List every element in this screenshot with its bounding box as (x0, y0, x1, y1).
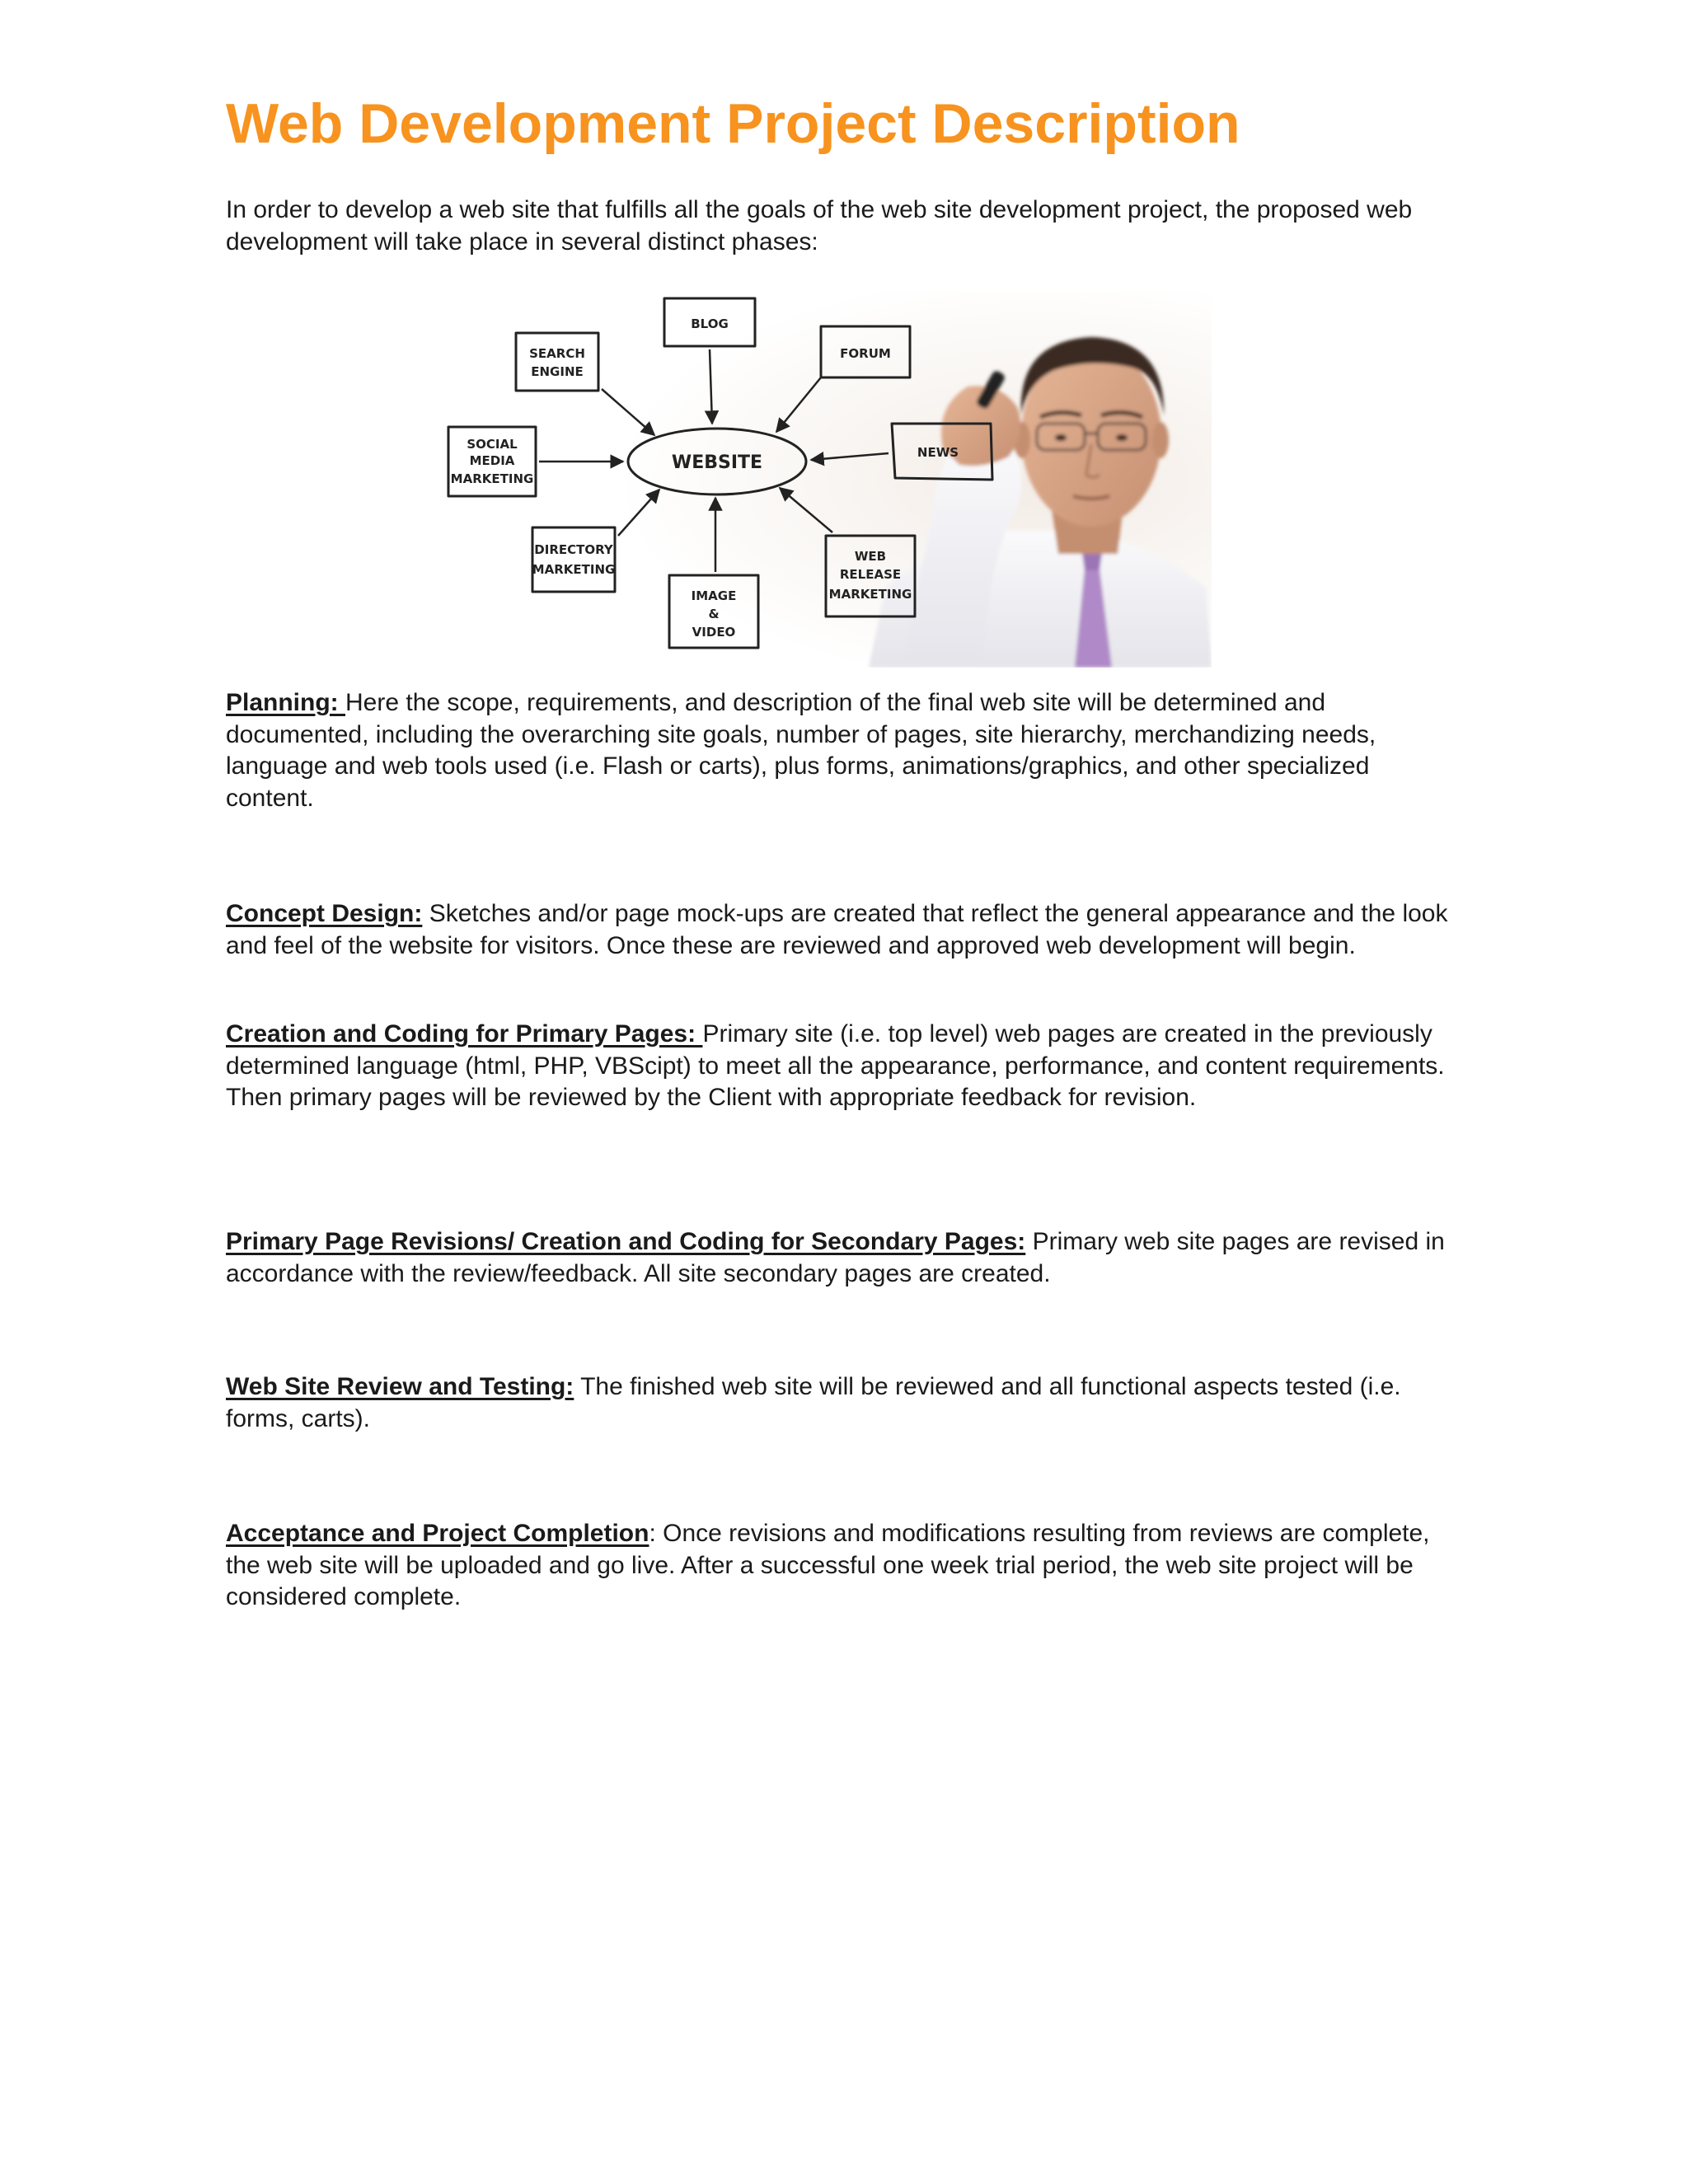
acceptance-heading: Acceptance and Project Completion (226, 1520, 649, 1547)
intro-paragraph: In order to develop a web site that fulfills all the goals of the web site development project, the proposed web development will take place in several distinct phases: (226, 196, 1413, 255)
release-label-3: MARKETING (828, 587, 912, 602)
creation-coding-heading: Creation and Coding for Primary Pages: (226, 1020, 703, 1047)
search-label-2: ENGINE (531, 364, 584, 379)
acceptance-section (226, 1518, 1462, 1614)
website-label: WEBSITE (671, 452, 763, 473)
review-testing-section (226, 1371, 1462, 1435)
social-label-1: SOCIAL (467, 437, 518, 452)
creation-coding-section (226, 1019, 1462, 1114)
release-label-1: WEB (854, 549, 887, 564)
social-label-3: MARKETING (450, 471, 534, 486)
revisions-section (226, 1226, 1462, 1290)
review-testing-heading: Web Site Review and Testing: (226, 1373, 574, 1400)
news-label: NEWS (917, 445, 959, 460)
revisions-heading: Primary Page Revisions/ Creation and Coding for Secondary Pages: (226, 1228, 1026, 1255)
image-label-1: IMAGE (691, 588, 737, 603)
review-testing-body: The finished web site will be reviewed and all functional aspects tested (i.e. forms, carts). (226, 1373, 1401, 1432)
directory-label-2: MARKETING (532, 562, 616, 577)
acceptance-body: : Once revisions and modifications resulting from reviews are complete, the web site will be uploaded and go live. After a successful one week trial period, the web site project will be considered complete. (226, 1520, 1430, 1610)
website-diagram (440, 292, 1212, 668)
planning-section (226, 687, 1462, 814)
concept-design-section (226, 898, 1462, 962)
image-label-3: VIDEO (692, 625, 736, 640)
directory-label-1: DIRECTORY (534, 542, 613, 557)
planning-heading: Planning: (226, 689, 345, 716)
planning-body: Here the scope, requirements, and description of the final web site will be determined and documented, including the overarching site goals, number of pages, site hierarchy, merchandizing needs, language and web tools used (i.e. Flash or carts), plus forms, animations/graphics, and other specialized content. (226, 689, 1376, 812)
search-label-1: SEARCH (529, 346, 585, 361)
forum-label: FORUM (840, 346, 891, 361)
concept-design-heading: Concept Design: (226, 900, 423, 927)
page-title: Web Development Project Description (226, 92, 1240, 155)
concept-design-body: Sketches and/or page mock-ups are created that reflect the general appearance and the look and feel of the website for visitors. Once these are reviewed and approved web development will begin. (226, 900, 1448, 959)
creation-coding-body: Primary site (i.e. top level) web pages are created in the previously determined language (html, PHP, VBScipt) to meet all the appearance, performance, and content requirements. Then primary pages will be reviewed by the Client with appropriate feedback for revision. (226, 1020, 1445, 1111)
social-label-2: MEDIA (469, 453, 515, 468)
revisions-body: Primary web site pages are revised in accordance with the review/feedback. All site secondary pages are created. (226, 1228, 1445, 1287)
website-diagram-photo (440, 292, 1212, 668)
release-label-2: RELEASE (839, 567, 902, 582)
blog-label: BLOG (691, 316, 729, 331)
image-label-2: & (708, 607, 720, 621)
